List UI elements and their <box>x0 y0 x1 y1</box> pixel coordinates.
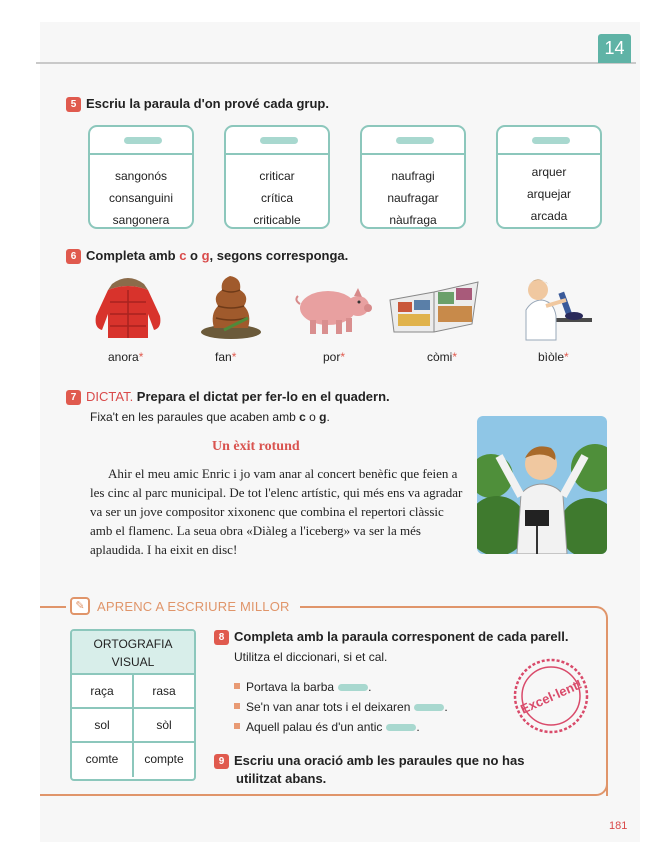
singer-illustration <box>477 416 607 554</box>
excellent-stamp <box>512 657 590 735</box>
ex5-number: 5 <box>66 97 81 112</box>
stamp-text: Excel·lent! <box>518 676 585 717</box>
table-cell: sòl <box>156 718 172 732</box>
star-marker: * <box>564 350 569 364</box>
ortografia-header <box>72 631 194 675</box>
ex6-title-o: o <box>186 248 202 263</box>
ex5-heading <box>66 96 329 112</box>
answer-slot[interactable] <box>260 137 298 144</box>
group-word: arquejar <box>526 187 572 201</box>
answer-blank[interactable] <box>338 684 368 691</box>
table-cell: comte <box>72 743 134 777</box>
item-text: Se'n van anar tots i el deixaren <box>246 700 411 714</box>
letter-g: g <box>201 248 210 263</box>
comic-illustration <box>386 270 482 342</box>
caption-text: anora <box>108 350 139 364</box>
dictat-label: DICTAT. <box>86 389 134 404</box>
ex6-title-pre: Completa amb <box>86 248 180 263</box>
word-group-box[interactable] <box>88 125 194 229</box>
section-rule <box>40 606 66 608</box>
table-row <box>72 675 194 709</box>
group-word: arquer <box>531 165 567 179</box>
sub-text: o <box>305 410 320 424</box>
scientist-illustration <box>508 270 592 342</box>
star-marker: * <box>452 350 458 364</box>
ex9-number: 9 <box>214 754 229 769</box>
group-word: criticable <box>253 213 301 227</box>
table-row <box>72 743 194 777</box>
top-rule <box>36 62 636 64</box>
star-marker: * <box>231 350 237 364</box>
ex6-title-post: , segons corresponga. <box>209 248 349 263</box>
ex7-heading <box>66 389 390 405</box>
caption-text: por <box>323 350 341 364</box>
ex8-list <box>234 677 448 737</box>
word-group-box[interactable] <box>360 125 466 229</box>
group-word: sangonera <box>112 213 170 227</box>
ex8-subtitle: Utilitza el diccionari, si et cal. <box>234 650 388 664</box>
answer-slot[interactable] <box>396 137 434 144</box>
ortografia-table <box>70 629 196 781</box>
star-marker: * <box>340 350 346 364</box>
dictat-text: Ahir el meu amic Enric i jo vam anar al concert benèfic que feien a les cinc al parc municipal. De tot l'elenc artístic, qui més ens va agradar va ser un jove compositor xixonenc que combina el repertori clàssic amb el flamenc. La seua obra «Diàleg a l'iceberg» va ser la més aplaudida. I ha eixit en disc! <box>90 466 463 557</box>
list-item: Portava la barba . <box>234 677 448 697</box>
caption-por <box>323 350 345 364</box>
ortografia-title: VISUAL <box>111 655 155 669</box>
caption-text: fan <box>215 350 232 364</box>
pig-illustration <box>288 270 374 342</box>
box-divider <box>226 153 328 155</box>
caption-comi <box>427 350 457 364</box>
item-text: Aquell palau és d'un antic <box>246 720 383 734</box>
ex6-heading <box>66 248 348 264</box>
group-word: crítica <box>260 191 293 205</box>
table-cell: sol <box>72 709 134 741</box>
ex8-number: 8 <box>214 630 229 645</box>
group-word: nàufraga <box>389 213 437 227</box>
caption-anora <box>108 350 143 364</box>
section-rule <box>300 606 590 608</box>
group-word: consanguini <box>108 191 174 205</box>
star-marker: * <box>138 350 144 364</box>
ex7-subtitle <box>90 410 330 424</box>
list-item: Se'n van anar tots i el deixaren . <box>234 697 448 717</box>
answer-slot[interactable] <box>124 137 162 144</box>
answer-blank[interactable] <box>414 704 444 711</box>
ex8-title: Completa amb la paraula corresponent de cada parell. <box>234 629 569 644</box>
section-title: APRENC A ESCRIURE MILLOR <box>97 599 290 614</box>
sub-bold-c: c <box>299 410 306 424</box>
box-divider <box>90 153 192 155</box>
caption-text: còmi <box>427 350 453 364</box>
bullet <box>234 683 240 689</box>
ex6-number: 6 <box>66 249 81 264</box>
list-item: Aquell palau és d'un antic . <box>234 717 448 737</box>
ex9-title: Escriu una oració amb les paraules que no has <box>234 753 525 768</box>
table-cell: compte <box>144 752 184 766</box>
ex5-title: Escriu la paraula d'on prové cada grup. <box>86 96 329 111</box>
caption-fan <box>215 350 236 364</box>
group-word: sangonós <box>114 169 168 183</box>
ortografia-title: ORTOGRAFIA <box>93 637 173 651</box>
sub-text: Fixa't en les paraules que acaben amb <box>90 410 300 424</box>
ex9-title: utilitzat abans. <box>236 771 327 786</box>
item-text: Portava la barba <box>246 680 335 694</box>
jacket-illustration <box>88 270 168 342</box>
group-word: arcada <box>530 209 568 223</box>
dictat-title: Un èxit rotund <box>212 439 300 454</box>
ex9-heading <box>214 752 524 788</box>
word-group-box[interactable] <box>496 125 602 229</box>
section-border <box>40 794 596 796</box>
answer-slot[interactable] <box>532 137 570 144</box>
pencil-icon: ✎ <box>70 597 90 615</box>
page-number: 181 <box>609 820 628 832</box>
group-word: criticar <box>259 169 295 183</box>
table-cell: raça <box>72 675 134 707</box>
letter-c: c <box>179 248 187 263</box>
box-divider <box>498 153 600 155</box>
sweet-illustration <box>196 270 266 342</box>
group-word: naufragi <box>391 169 435 183</box>
sub-bold-g: g <box>319 410 327 424</box>
bullet <box>234 703 240 709</box>
table-cell: rasa <box>152 684 176 698</box>
box-divider <box>362 153 464 155</box>
ex8-heading <box>214 629 569 645</box>
ex7-title: Prepara el dictat per fer-lo en el quadern. <box>133 389 390 404</box>
sub-text: . <box>326 410 330 424</box>
word-group-box[interactable] <box>224 125 330 229</box>
group-word: naufragar <box>387 191 439 205</box>
ex7-number: 7 <box>66 390 81 405</box>
answer-blank[interactable] <box>386 724 416 731</box>
table-row <box>72 709 194 743</box>
bullet <box>234 723 240 729</box>
caption-text: bìòle <box>538 350 565 364</box>
page-badge: 14 <box>598 34 631 63</box>
caption-biole <box>538 350 569 364</box>
